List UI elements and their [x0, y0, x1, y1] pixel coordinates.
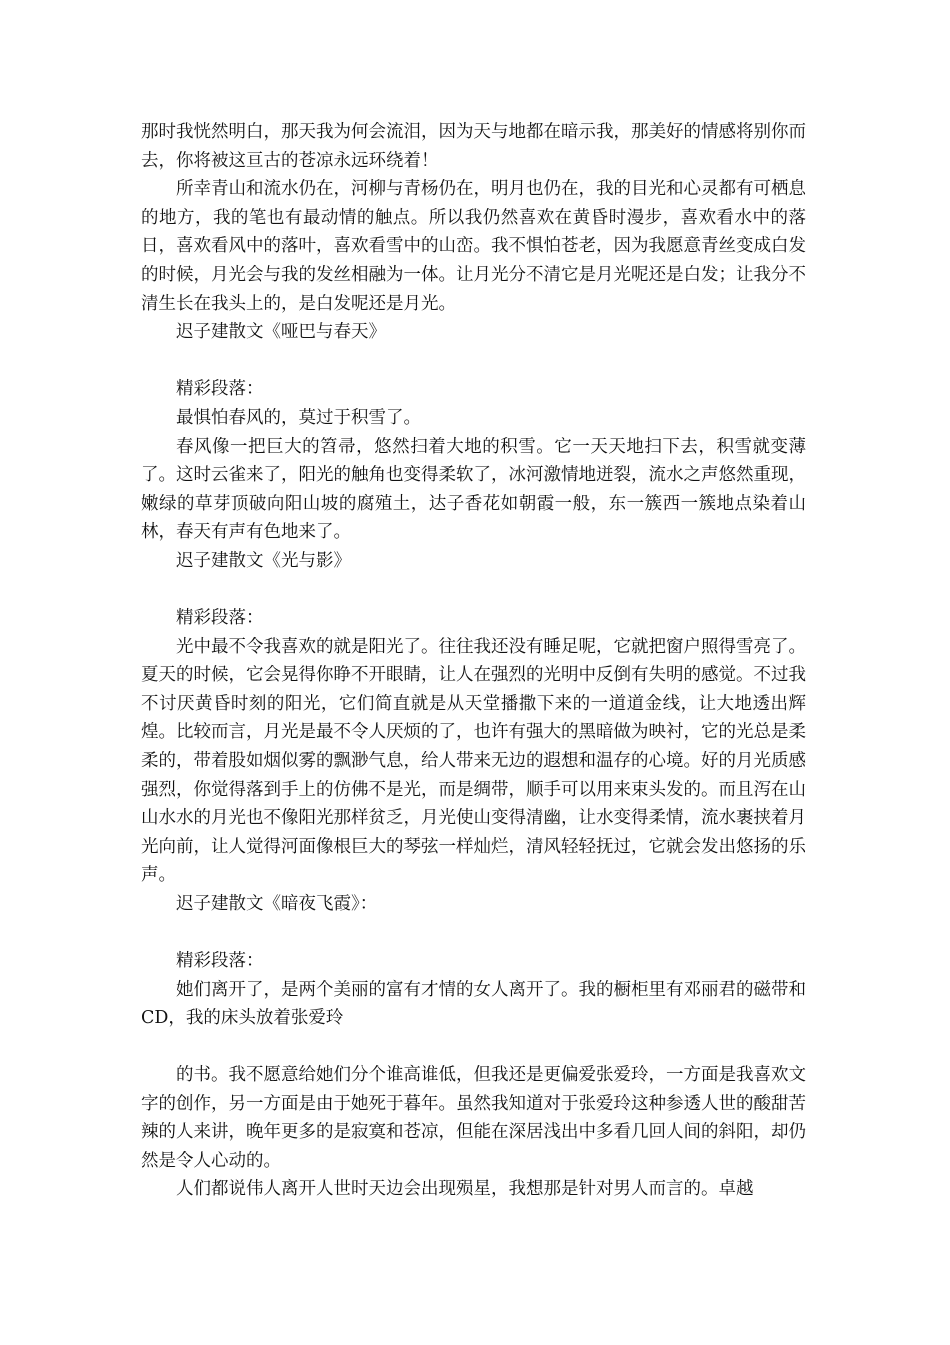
paragraph-sunlight-moonlight: 光中最不令我喜欢的就是阳光了。往往我还没有睡足呢，它就把窗户照得雪亮了。夏天的时候，它会晃得你睁不开眼睛，让人在强烈的光明中反倒有失明的感觉。不过我不讨厌黄昏时刻的阳光，它们简直就是从天堂播撒下来的一道道金线，让大地透出辉煌。比较而言，月光是最不令人厌烦的了，也许有强大的黑暗做为映衬，它的光总是柔柔的，带着股如烟似雾的飘渺气息，给人带来无边的遐想和温存的心境。好的月光质感强烈，你觉得落到手上的仿佛不是光，而是绸带，顺手可以用来束头发的。而且泻在山山水水的月光也不像阳光那样贫乏，月光使山变得清幽，让水变得柔情，流水裹挟着月光向前，让人觉得河面像根巨大的琴弦一样灿烂，清风轻轻抚过，它就会发出悠扬的乐声。: [141, 636, 806, 886]
paragraph-two-women: 她们离开了，是两个美丽的富有才情的女人离开了。我的橱柜里有邓丽君的磁带和CD，我的床头放着张爱玲: [141, 979, 806, 1029]
paragraph-zhang-ailing: 的书。我不愿意给她们分个谁高谁低，但我还是更偏爱张爱玲，一方面是我喜欢文字的创作，另一方面是由于她死于暮年。虽然我知道对于张爱玲这种参透人世的酸甜苦辣的人来讲，晚年更多的是寂寞和苍凉，但能在深居浅出中多看几回人间的斜阳，却仍然是令人心动的。: [141, 1065, 806, 1171]
section-label-highlight: 精彩段落：: [176, 951, 264, 972]
paragraph-spring-broom: 春风像一把巨大的笤帚，悠然扫着大地的积雪。它一天天地扫下去，积雪就变薄了。这时云雀来了，阳光的触角也变得柔软了，冰河激情地迸裂，流水之声悠然重现，嫩绿的草芽顶破向阳山坡的腐殖土，达子香花如朝霞一般，东一簇西一簇地点染着山林，春天有声有色地来了。: [141, 436, 806, 543]
essay-title-dark-night-glow: 迟子建散文《暗夜飞霞》：: [176, 894, 378, 915]
paragraph-moonlight-hair: 所幸青山和流水仍在，河柳与青杨仍在，明月也仍在，我的目光和心灵都有可栖息的地方，我的笔也有最动情的触点。所以我仍然喜欢在黄昏时漫步，喜欢看水中的落日，喜欢看风中的落叶，喜欢看雪中的山峦。我不惧怕苍老，因为我愿意青丝变成白发的时候，月光会与我的发丝相融为一体。让月光分不清它是月光呢还是白发；让我分不清生长在我头上的，是白发呢还是月光。: [141, 179, 806, 314]
blank-line: [141, 1033, 806, 1061]
essay-title-light-and-shadow: 迟子建散文《光与影》: [176, 550, 351, 571]
blank-line: [141, 347, 806, 376]
blank-line: [141, 919, 806, 948]
blank-line: [141, 576, 806, 605]
paragraph-snow-fears-wind: 最惧怕春风的，莫过于积雪了。: [176, 407, 421, 428]
section-label-highlight: 精彩段落：: [176, 608, 264, 629]
paragraph-falling-star: 人们都说伟人离开人世时天边会出现殒星，我想那是针对男人而言的。卓越: [176, 1179, 754, 1200]
paragraph-tears: 那时我恍然明白，那天我为何会流泪，因为天与地都在暗示我，那美好的情感将别你而去，你将被这亘古的苍凉永远环绕着！: [141, 122, 806, 171]
document-page: [141, 118, 806, 1204]
essay-title-mute-and-spring: 迟子建散文《哑巴与春天》: [176, 322, 386, 343]
section-label-highlight: 精彩段落：: [176, 379, 264, 400]
